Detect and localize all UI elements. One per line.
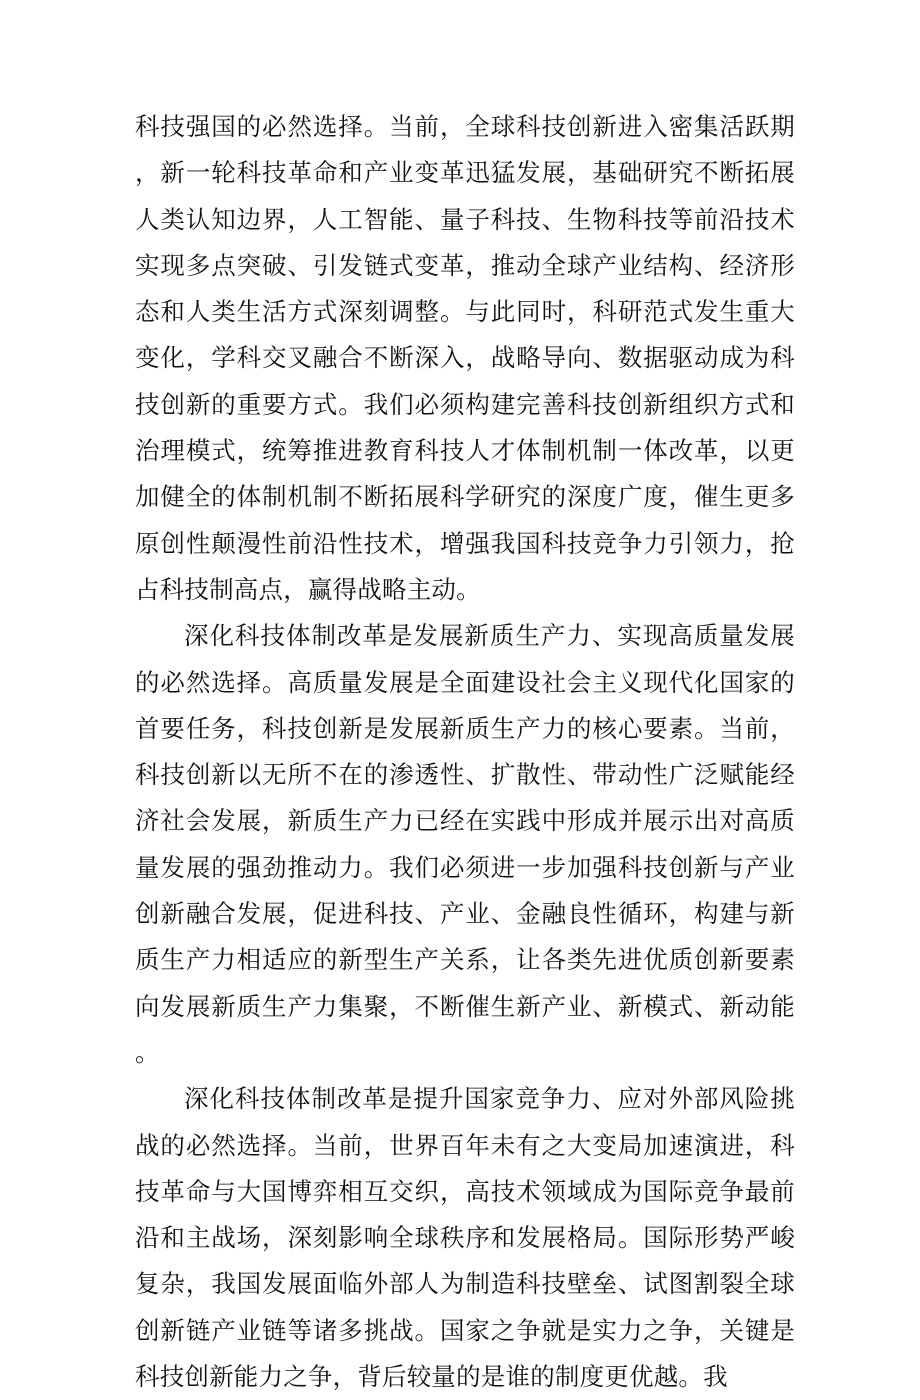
paragraph-2: 深化科技体制改革是发展新质生产力、实现高质量发展的必然选择。高质量发展是全面建设社会主义现代化国家的首要任务，科技创新是发展新质生产力的核心要素。当前，科技创新以无所不在的渗透性、扩散性、带动性广泛赋能经济社会发展，新质生产力已经在实践中形成并展示出对高质量发展的强劲推动力。我们必须进一步加强科技创新与产业创新融合发展，促进科技、产业、金融良性循环，构建与新质生产力相适应的新型生产关系，让各类先进优质创新要素向发展新质生产力集聚，不断催生新产业、新模式、新动能。: [135, 621, 795, 1067]
document-body: [135, 104, 795, 1400]
paragraph-1: 科技强国的必然选择。当前，全球科技创新进入密集活跃期，新一轮科技革命和产业变革迅猛发展，基础研究不断拓展人类认知边界，人工智能、量子科技、生物科技等前沿技术实现多点突破、引发链式变革，推动全球产业结构、经济形态和人类生活方式深刻调整。与此同时，科研范式发生重大变化，学科交叉融合不断深入，战略导向、数据驱动成为科技创新的重要方式。我们必须构建完善科技创新组织方式和治理模式，统筹推进教育科技人才体制机制一体改革，以更加健全的体制机制不断拓展科学研究的深度广度，催生更多原创性颠漫性前沿性技术，增强我国科技竞争力引领力，抢占科技制高点，赢得战略主动。: [135, 112, 795, 604]
paragraph-3: 深化科技体制改革是提升国家竞争力、应对外部风险挑战的必然选择。当前，世界百年未有之大变局加速演进，科技革命与大国博弈相互交织，高技术领域成为国际竞争最前沿和主战场，深刻影响全球秩序和发展格局。国际形势严峻复杂，我国发展面临外部人为制造科技壁垒、试图割裂全球创新链产业链等诸多挑战。国家之争就是实力之争，关键是科技创新能力之争，背后较量的是谁的制度更优越。我: [135, 1084, 795, 1392]
